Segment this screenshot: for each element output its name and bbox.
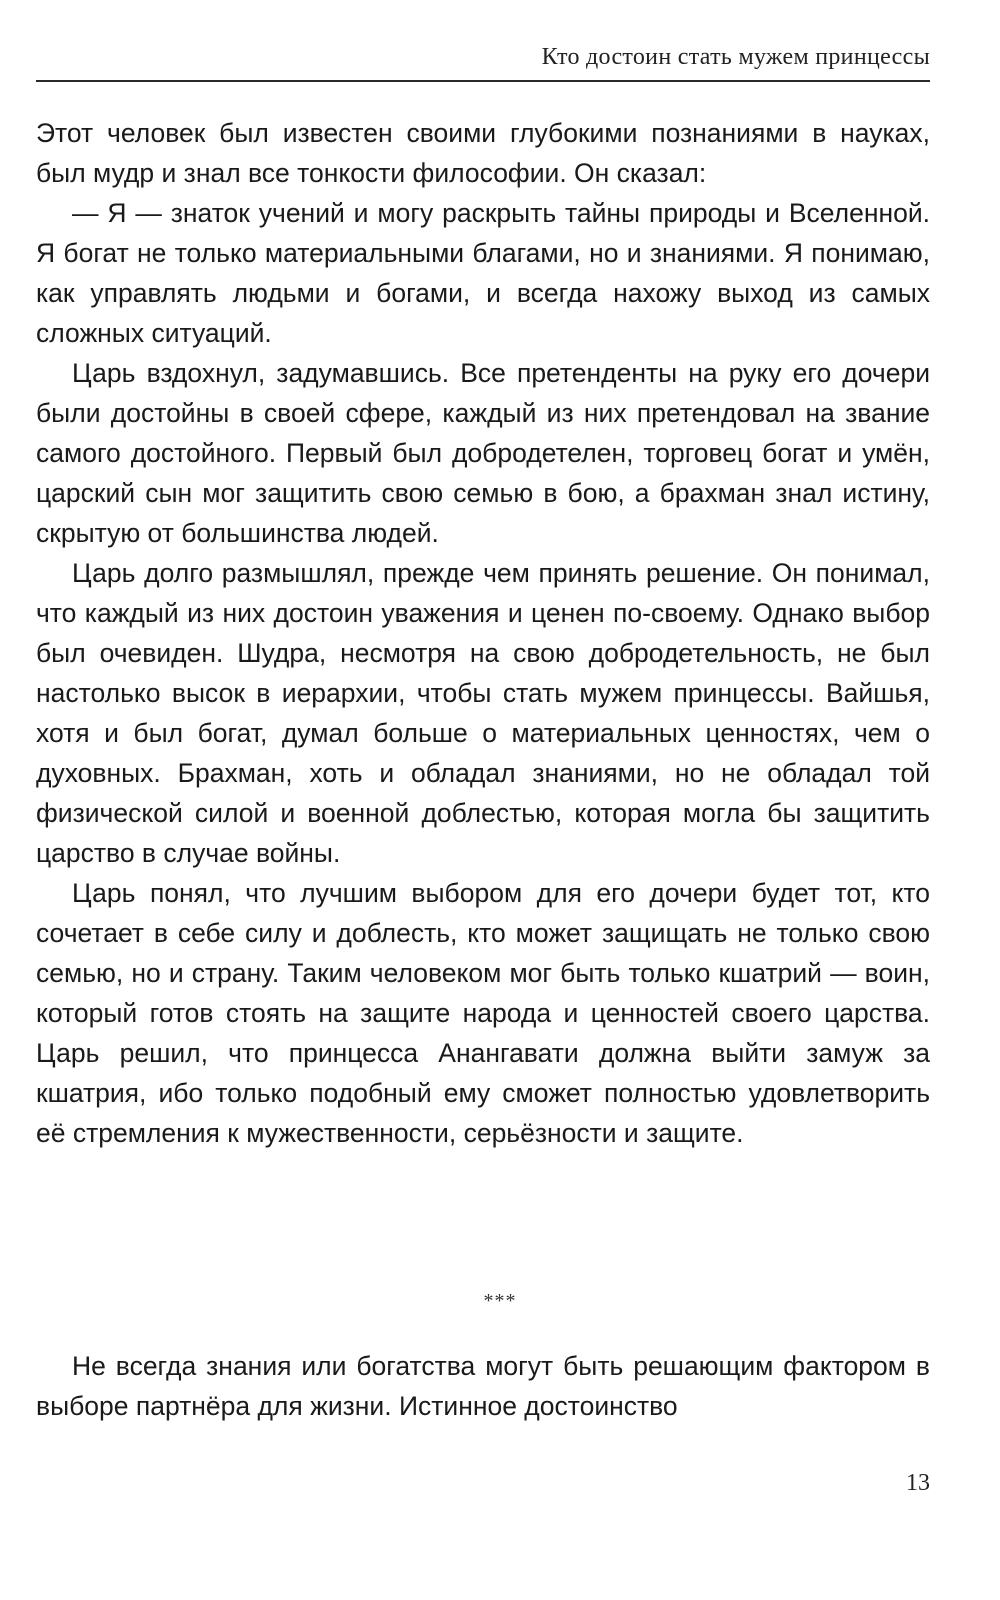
page-number: 13 <box>906 1470 930 1496</box>
paragraph: Этот человек был известен своими глубокими познаниями в науках, был мудр и знал все тонкости философии. Он сказал: <box>36 118 930 188</box>
paragraph: — Я — знаток учений и могу раскрыть тайны природы и Вселенной. Я богат не только материальными благами, но и знаниями. Я понимаю, как управлять людьми и богами, и всегда нахожу выход из самых сложных ситуаций. <box>36 198 930 348</box>
paragraph: Царь долго размышлял, прежде чем принять решение. Он понимал, что каждый из них достоин уважения и ценен по-своему. Однако выбор был очевиден. Шудра, несмотря на свою добродетельность, не был настолько высок в иерархии, чтобы стать мужем принцессы. Вайшья, хотя и был богат, думал больше о материальных ценностях, чем о духовных. Брахман, хоть и обладал знаниями, но не обладал той физической силой и военной доблестью, которая могла бы защитить царство в случае войны. <box>36 558 930 868</box>
chapter-title: Кто достоин стать мужем принцессы <box>541 44 930 70</box>
paragraph: Царь понял, что лучшим выбором для его дочери будет тот, кто сочетает в себе силу и доблесть, кто может защищать не только свою семью, но и страну. Таким человеком мог быть только кшатрий — воин, который готов стоять на защите народа и ценностей своего царства. Царь решил, что принцесса Анангавати должна выйти замуж за кшатрия, ибо только подобный ему сможет полностью удовлетворить её стремления к мужественности, серьёзности и защите. <box>36 878 930 1148</box>
main-text <box>36 113 930 1153</box>
paragraph: Не всегда знания или богатства могут быть решающим фактором в выборе партнёра для жизни. Истинное достоинство <box>36 1351 930 1421</box>
tail-text <box>36 1346 930 1426</box>
running-header <box>36 44 930 82</box>
section-separator: *** <box>483 1290 517 1312</box>
paragraph: Царь вздохнул, задумавшись. Все претенденты на руку его дочери были достойны в своей сфере, каждый из них претендовал на звание самого достойного. Первый был добродетелен, торговец богат и умён, царский сын мог защитить свою семью в бою, а брахман знал истину, скрытую от большинства людей. <box>36 358 930 548</box>
